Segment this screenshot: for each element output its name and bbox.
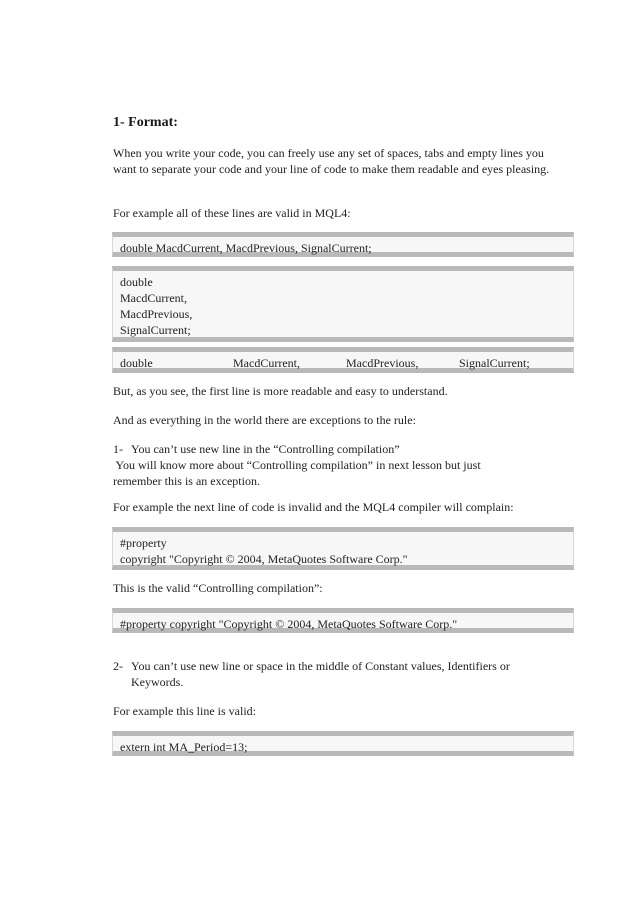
code-token: MacdPrevious,: [346, 356, 419, 370]
exception-item-2: [113, 658, 563, 690]
code-block-tabbed-line: [112, 347, 574, 373]
exceptions-intro: And as everything in the world there are exceptions to the rule:: [113, 413, 416, 427]
list-text: You can’t use new line in the “Controlling compilation”: [131, 442, 400, 456]
list-number: 1-: [113, 442, 123, 456]
code-line: SignalCurrent;: [120, 323, 191, 337]
code-line: extern int MA_Period=13;: [120, 740, 248, 754]
list-number: 2-: [113, 659, 123, 673]
list-text: You can’t use new line or space in the middle of Constant values, Identifiers or: [131, 659, 510, 673]
list-text: Keywords.: [131, 675, 184, 689]
code-token: double: [120, 356, 153, 370]
code-block-invalid: [112, 527, 574, 570]
intro-paragraph: When you write your code, you can freely use any set of spaces, tabs and empty lines you want to separate your code and your line of code to make them readable and eyes pleasing.: [113, 146, 550, 176]
example-intro: For example all of these lines are valid in MQL4:: [113, 206, 351, 220]
section-heading: 1- Format:: [113, 115, 178, 130]
code-line: MacdPrevious,: [120, 307, 193, 321]
valid-intro: This is the valid “Controlling compilation”:: [113, 581, 323, 595]
code-block-valid: [112, 608, 574, 633]
code-block-single-line: [112, 232, 574, 257]
valid-line-intro: For example this line is valid:: [113, 704, 256, 718]
list-text: remember this is an exception.: [113, 474, 260, 488]
code-line: copyright "Copyright © 2004, MetaQuotes Software Corp.": [120, 552, 408, 566]
code-line: double: [120, 275, 153, 289]
code-line: #property: [120, 536, 167, 550]
list-text: You will know more about “Controlling compilation” in next lesson but just: [113, 458, 481, 472]
code-line: #property copyright "Copyright © 2004, MetaQuotes Software Corp.": [120, 617, 458, 631]
code-line: double MacdCurrent, MacdPrevious, SignalCurrent;: [120, 241, 372, 255]
code-line: MacdCurrent,: [120, 291, 187, 305]
code-token: SignalCurrent;: [459, 356, 530, 370]
code-block-extern: [112, 731, 574, 756]
readable-note: But, as you see, the first line is more readable and easy to understand.: [113, 384, 448, 398]
code-line: [120, 355, 566, 371]
code-token: MacdCurrent,: [233, 356, 300, 370]
code-block-multi-line: [112, 266, 574, 342]
invalid-intro: For example the next line of code is invalid and the MQL4 compiler will complain:: [113, 500, 514, 514]
exception-item-1: [113, 441, 563, 489]
